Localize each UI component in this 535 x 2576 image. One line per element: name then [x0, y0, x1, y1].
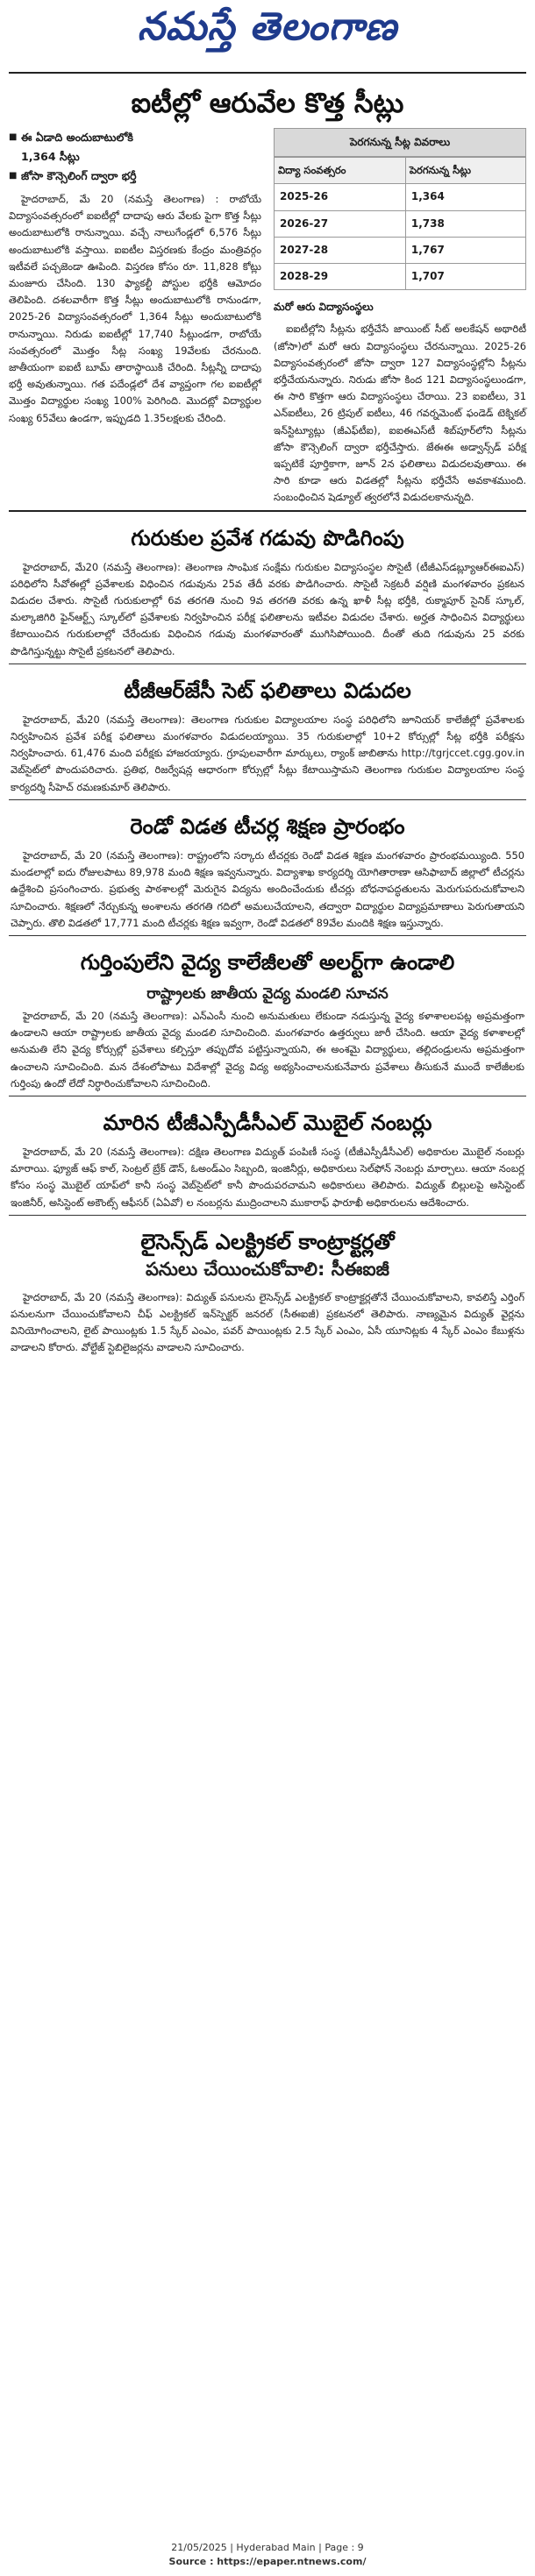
- table-cell-year: 2025-26: [275, 184, 406, 210]
- story1-right-column: [274, 128, 526, 507]
- story1-bullet-1: ■ ఈ ఏడాది అందుబాటులోకి: [9, 128, 261, 147]
- table-row: [275, 264, 526, 290]
- story-results: [9, 668, 526, 796]
- table-cell-seats: 1,738: [405, 210, 525, 237]
- story3-body: హైదరాబాద్, మే20 (నమస్తే తెలంగాణ): తెలంగాణ గురుకుల విద్యాలయాల సంస్థ పరిధిలోని జూనియర్ కాలేజీల్లో ప్రవేశాలకు నిర్వహించిన ప్రవేశ పరీక్ష ఫలితాలు మంగళవారం విడుదలయ్యాయి. 35 గురుకులాల్లో 10+2 కోర్సుల్లో సీట్ల భర్తీకి పరీక్షను నిర్వహించారు. 61,476 మంది పరీక్షకు హాజరయ్యారు. గ్రూపులవారీగా మార్కులు, ర్యాంక్ జాబితాను http://tgrjccet.cgg.gov.in వెబ్‌సైట్‌లో పొందుపరిచారు. ప్రతిభ, రిజర్వేషన్ల ఆధారంగా కోర్సుల్లో సీట్లు కేటాయిస్తామని తెలంగాణ గురుకుల విద్యాలయాల సంస్థ కార్యదర్శి సీహెచ్ రమణకుమార్ తెలిపారు.: [11, 713, 524, 793]
- headline-teacher-training: రెండో విడత టీచర్ల శిక్షణ ప్రారంభం: [130, 813, 405, 839]
- table-row: [275, 184, 526, 210]
- story1-body-left: హైదరాబాద్, మే 20 (నమస్తే తెలంగాణ) : రాబోయే విద్యాసంవత్సరంలో ఐఐటీల్లో దాదాపు ఆరు వేలకు పైగా కొత్త సీట్లు అందుబాటులోకి రానున్నాయి. వచ్చే నాలుగేండ్లలో 6,576 సీట్లు అందుబాటులోకి వస్తాయి. ఐఐటీల విస్తరణకు కేంద్రం మంత్రివర్గం ఇటీవలే పచ్చజెండా ఊపింది. విస్తరణ కోసం రూ. 11,828 కోట్లు మంజూరు చేసింది. 130 ఫ్యాకల్టీ పోస్టుల భర్తీకి ఆమోదం తెలిపింది. దశలవారీగా కొత్త సీట్లు అందుబాటులోకి రానుండగా, 2025-26 విద్యాసంవత్సరంలో 1,364 సీట్లు అందుబాటులోకి రానున్నాయి. నిరుడు ఐఐటీల్లో 17,740 సీట్లుండగా, రాబోయే సంవత్సరంలో మొత్తం సీట్ల సంఖ్య 19వేలకు చేరనుంది. జాతీయంగా ఐఐటీ బూమ్ తారాస్థాయికి చేరింది. సీట్లన్నీ దాదాపు భర్తీ అవుతున్నాయి. గత పదేండ్లలో దేశ వ్యాప్తంగా గల ఐఐటీల్లో మొత్తం విద్యార్థుల సంఖ్య 100% పెరిగింది. మొదట్లో విద్యార్థుల సంఖ్య 65వేలు ఉండగా, ఇప్పుడది 1.35లక్షలకు చేరింది.: [9, 193, 261, 424]
- masthead: [9, 0, 526, 68]
- story5-body: హైదరాబాద్, మే 20 (నమస్తే తెలంగాణ): ఎన్‌ఎంసీ నుంచి అనుమతులు లేకుండా నడుస్తున్న వైద్య కళాశాలలపట్ల అప్రమత్తంగా ఉండాలని ఆయా రాష్ట్రాలకు జాతీయ వైద్య మండలి సూచించింది. మంగళవారం ఉత్తర్వులు జారీ చేసింది. ఆయా వైద్య కళాశాలల్లో అనుమతి లేని వైద్య కోర్సుల్లో ప్రవేశాలు కల్పిస్తూ తప్పుదోవ పట్టిస్తున్నాయని, ఈ అంశమై విద్యార్థులు, తల్లిదండ్రులను అప్రమత్తంగా ఉంచాలని సూచించింది. మన దేశంలోపాటు విదేశాల్లో వైద్య విద్య అభ్యసించాలనుకునేవారు ప్రవేశాలు తీసుకునే ముందే కాలేజీలకు గుర్తింపు ఉందో లేదో నిర్ధారించుకోవాలని సూచించింది.: [11, 1009, 524, 1089]
- story1-left-column: [9, 128, 261, 507]
- story6-body: హైదరాబాద్, మే 20 (నమస్తే తెలంగాణ): దక్షిణ తెలంగాణ విద్యుత్ పంపిణీ సంస్థ (టీజీఎస్పీడీసీఎల్) అధికారుల మొబైల్ నంబర్లు మారాయి. ఫ్యూజ్ ఆఫ్ కాల్, సెంట్రల్ బ్రేక్ డౌన్, ఓఅండ్‌ఎం సిబ్బంది, ఇంజినీర్లు, అధికారులు సెల్‌ఫోన్ నెంబర్లు మార్చాలు. ఆయా నంబర్ల కోసం సంస్థ మొబైల్ యాప్‌లో కానీ సంస్థ వెబ్‌సైట్‌లో కానీ పొందుపరచామని అధికారులు తెలిపారు. విద్యుత్ బిల్లులపై అసిస్టెంట్ ఇంజినీర్, అసిస్టెంట్ అకౌంట్స్ ఆఫీసర్ (ఏఏవో) ల నంబర్లను ముద్రించాలని ముకారాఫ్ ఫారూఖీ అధికారులను ఆదేశించారు.: [11, 1145, 524, 1209]
- table-cell-seats: 1,767: [405, 237, 525, 263]
- story1-bullet-1-cont: 1,364 సీట్లు: [21, 150, 80, 163]
- story-teacher-training: [9, 804, 526, 932]
- section-divider: [9, 935, 526, 936]
- headline-electrical-contractors-line2: పనులు చేయించుకోవాలి: సీఈఐజీ: [146, 1258, 389, 1280]
- story-gurukul: [9, 515, 526, 660]
- seats-table-header-year: విద్యా సంవత్సరం: [275, 158, 406, 184]
- story-electrical-contractors: [9, 1219, 526, 1357]
- footer-source: Source : https://epaper.ntnews.com/: [168, 2556, 367, 2567]
- story2-body: హైదరాబాద్, మే20 (నమస్తే తెలంగాణ): తెలంగాణ సాంఘిక సంక్షేమ గురుకుల విద్యాసంస్థల సొసైటీ (టీజీఎస్‌డబ్ల్యూఆర్‌ఈఐఎస్) పరిధిలోని సీవోఈల్లో ప్రవేశాలకు విధించిన గడువును 25వ తేదీ వరకు పొడిగించారు. సొసైటీ సెక్రటరీ వర్షిణి మంగళవారం ప్రకటన విడుదల చేశారు. సొసైటీ గురుకులాల్లో 6వ తరగతి నుంచి 9వ తరగతి వరకు ఉన్న ఖాళీ సీట్ల భర్తీకి, రుక్మాపూర్ సైనిక్ స్కూల్, మల్కాజిగిరి ఫైన్‌ఆర్ట్స్ స్కూల్‌లో ప్రవేశాలకు నిర్వహించిన పరీక్ష ఫలితాలను ఇటీవల విడుదల చేశారు. అర్హత సాధించిన విద్యార్థులు కేటాయించిన గురుకులాల్లో చేరేందుకు విధించిన గడువు మంగళవారంతో ముగిసిపోయింది. దీంతో తుది గడువును 25 వరకు పొడిగిస్తున్నట్టు సొసైటీ ప్రకటనలో తెలిపారు.: [11, 560, 524, 657]
- section-divider: [9, 799, 526, 800]
- seats-table-header-seats: పెరగనున్న సీట్లు: [405, 158, 525, 184]
- table-cell-seats: 1,364: [405, 184, 525, 210]
- story4-body: హైదరాబాద్, మే 20 (నమస్తే తెలంగాణ): రాష్ట్రంలోని సర్కారు టీచర్లకు రెండో విడత శిక్షణ మంగళవారం ప్రారంభమయ్యింది. 550 మండలాల్లో ఐదు రోజులపాటు 89,978 మంది శిక్షణ ఇవ్వనున్నారు. విద్యాశాఖ కార్యదర్శి యోగితారాణా ఆసిఫాబాద్ జిల్లాలో టీచర్లను ఉద్దేశించి ప్రసంగించారు. ప్రభుత్వ పాఠశాలల్లో మెరుగైన విద్యను అందించేందుకు టీచర్లు బోధనాపద్ధతులను మెరుగుపరుచుకోవాలని సూచించారు. శిక్షణలో నేర్చుకున్న అంశాలను తరగతి గదిలో అమలుచేయాలని, తద్వారా విద్యార్థుల విద్యాప్రమాణాలు పెరుగుతాయని చెప్పారు. తొలి విడతలో 17,771 మంది టీచర్లకు శిక్షణ ఇవ్వగా, రెండో విడతలో 89వేల మందికి శిక్షణ ఇస్తున్నారు.: [11, 848, 524, 929]
- section-divider: [9, 510, 526, 512]
- headline-mobile-numbers: మారిన టీజీఎస్పీడీసీఎల్ మొబైల్ నంబర్లు: [103, 1110, 432, 1135]
- table-cell-year: 2028-29: [275, 264, 406, 290]
- table-cell-seats: 1,707: [405, 264, 525, 290]
- story1-body-right: ఐఐటీల్లోని సీట్లను భర్తీచేసే జాయింట్ సీట్ అలకేషన్ అథారిటీ (జోసా)లో మరో ఆరు విద్యాసంస్థలు చేరనున్నాయి. 2025-26 విద్యాసంవత్సరంలో జోసా ద్వారా 127 విద్యాసంస్థల్లోని సీట్లను భర్తీచేయనున్నారు. నిరుడు జోసా కింద 121 విద్యాసంస్థలుండగా, ఈ సారి కొత్తగా ఆరు విద్యాసంస్థలు చేరాయి. 23 ఐఐటీలు, 31 ఎన్‌ఐటీలు, 26 ట్రిపుల్ ఐటీలు, 46 గవర్నమెంట్ ఫండెడ్ టెక్నికల్ ఇన్‌స్టిట్యూట్లు (జీఎఫ్‌టీఐ), ఐఐఈఎస్‌టీ శిబ్‌పూర్‌లోని సీట్లను జోసా కౌన్సెలింగ్ ద్వారా భర్తీచేస్తారు. జేఈఈ అడ్వాన్స్‌డ్ పరీక్ష ఇప్పటికే పూర్తికాగా, జూన్ 2న ఫలితాలు విడుదలవుతాయి. ఈ సారి కూడా ఆరు విడతల్లో సీట్లను భర్తీచేసే అవకాశముంది. సంబంధించిన షెడ్యూల్ త్వరలోనే విడుదలకానున్నది.: [274, 323, 526, 504]
- headline-results: టీజీఆర్‌జేసీ సెట్ ఫలితాలు విడుదల: [124, 678, 411, 703]
- headline-medical-colleges: గుర్తింపులేని వైద్య కాలేజీలతో అలర్ట్‌గా ఉండాలి: [80, 949, 455, 975]
- seats-table: [274, 128, 526, 290]
- headline-gurukul: గురుకుల ప్రవేశ గడువు పొడిగింపు: [131, 525, 404, 550]
- table-row: [275, 210, 526, 237]
- subheadline-medical-colleges: రాష్ట్రాలకు జాతీయ వైద్య మండలి సూచన: [146, 984, 389, 1003]
- story7-body: హైదరాబాద్, మే 20 (నమస్తే తెలంగాణ): విద్యుత్ పనులను లైసెన్స్‌డ్ ఎలక్ట్రికల్ కాంట్రాక్టర్లతోనే చేయించుకోవాలని, కావలిస్తే ఎర్తింగ్‌ పనులనుగా చేయించుకోవాలని చీఫ్ ఎలక్ట్రికల్ ఇన్‌స్పెక్టర్ జనరల్ (సీఈఐజీ) ప్రకటనలో తెలిపారు. నాణ్యమైన విద్యుత్ వైర్లను వినియోగించాలని, లైట్ పాయింట్లకు 1.5 స్కేర్ ఎంఎం, పవర్ పాయింట్లకు 2.5 స్కేర్ ఎంఎం, ఏసీ యూనిట్లకు 4 స్కేర్ ఎంఎం కేబుళ్లను వాడాలని కోరారు. వోల్టేజ్ స్టెబిలైజర్లను వాడాలని సూచించారు.: [11, 1290, 524, 1354]
- newspaper-logo: నమస్తే తెలంగాణ: [137, 4, 398, 49]
- story-medical-colleges: [9, 940, 526, 1092]
- headline-it-seats: ఐటీల్లో ఆరువేల కొత్త సీట్లు: [131, 88, 404, 119]
- footer-edition: 21/05/2025 | Hyderabad Main | Page : 9: [171, 2542, 364, 2553]
- table-cell-year: 2026-27: [275, 210, 406, 237]
- headline-electrical-contractors: లైసెన్స్‌డ్ ఎలక్ట్రికల్ కాంట్రాక్టర్లతో: [140, 1229, 395, 1254]
- page-footer: [0, 2541, 535, 2569]
- seats-table-title: పెరగనున్న సీట్ల వివరాలు: [274, 128, 526, 157]
- story1-bullet-2: ■ జోసా కౌన్సెలింగ్ ద్వారా భర్తీ: [9, 167, 261, 186]
- table-row: [275, 237, 526, 263]
- story-it-seats: [9, 77, 526, 507]
- story1-subhead: మరో ఆరు విద్యాసంస్థలు: [274, 301, 374, 314]
- masthead-rule: [9, 72, 526, 74]
- story-mobile-numbers: [9, 1100, 526, 1211]
- section-divider: [9, 1215, 526, 1216]
- table-cell-year: 2027-28: [275, 237, 406, 263]
